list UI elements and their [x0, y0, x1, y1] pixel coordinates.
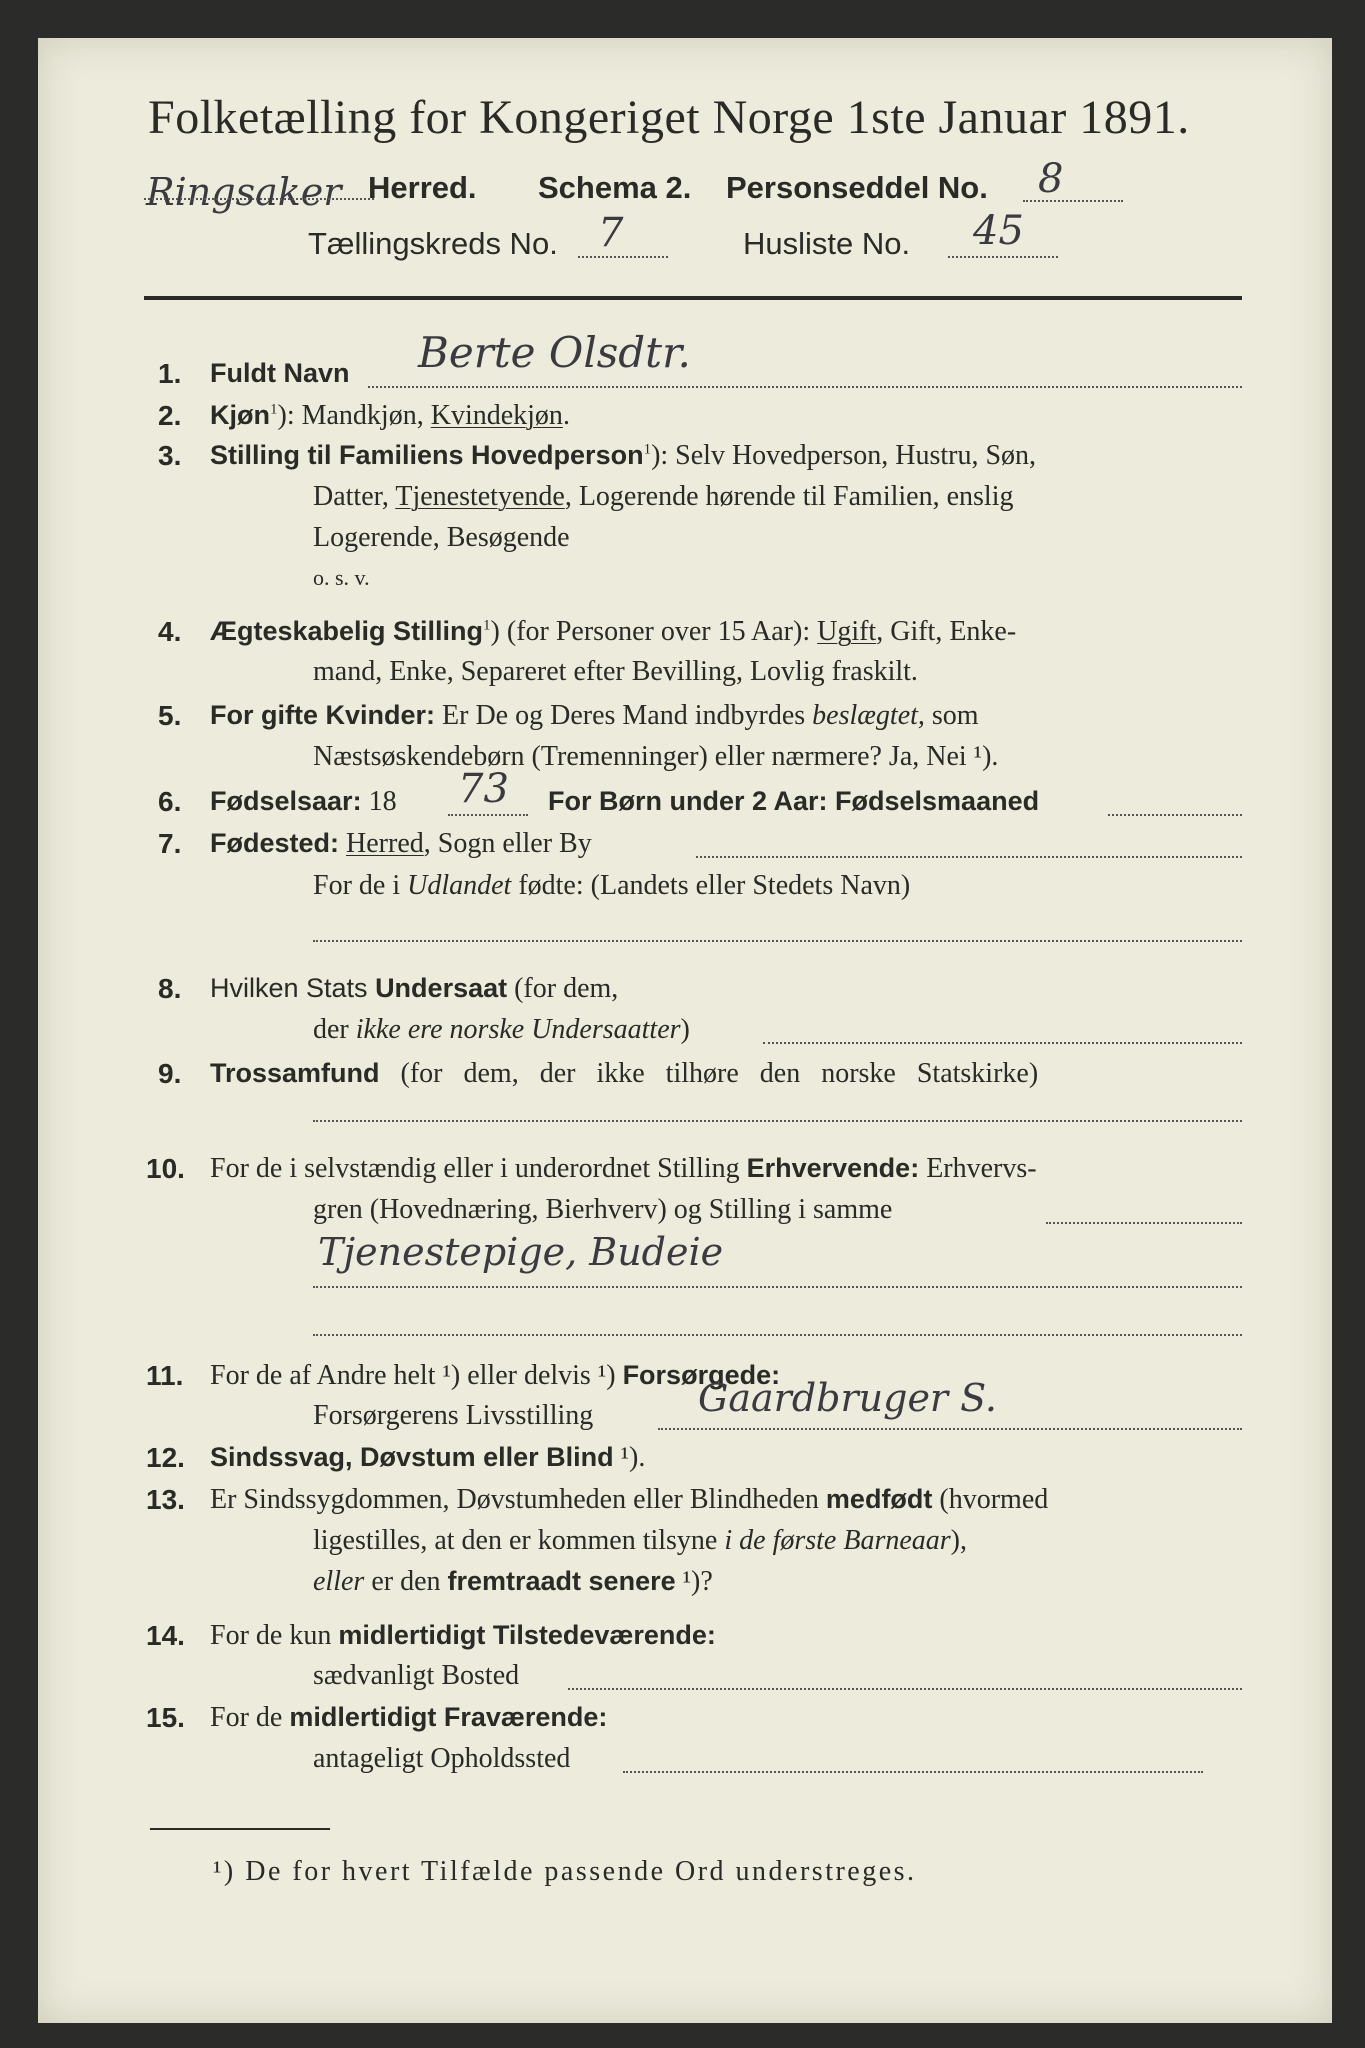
schema-label: Schema 2.: [538, 170, 692, 205]
q9-line: [210, 1058, 1038, 1090]
q15-line1: [210, 1702, 607, 1734]
q13-text-a: Er Sindssygdommen, Døvstumheden eller Blindheden: [210, 1484, 826, 1515]
q13-line3-label: fremtraadt senere: [447, 1566, 676, 1596]
q11-line2: Forsørgerens Livsstilling: [313, 1400, 594, 1431]
q3-line2-b: , Logerende hørende til Familien, enslig: [564, 481, 1014, 512]
q7-text: , Sogn eller By: [423, 828, 592, 859]
herred-label: Herred.: [368, 170, 477, 205]
q8-number: 8.: [158, 973, 182, 1004]
q1-name-handwritten: Berte Olsdtr.: [418, 328, 691, 377]
header-rule: [144, 296, 1242, 300]
q5-line1-a: Er De og Deres Mand indbyrdes: [435, 700, 813, 731]
q8-label-a: Hvilken Stats: [210, 973, 376, 1003]
q14-line1: [210, 1620, 716, 1652]
q10-dotted-line-3: [313, 1334, 1242, 1336]
q8-line2-ital: ikke ere norske Undersaatter: [355, 1014, 681, 1045]
q13-line2-a: ligestilles, at den er kommen tilsyne: [313, 1525, 725, 1556]
q1-number: 1.: [158, 358, 182, 389]
q9-number: 9.: [158, 1058, 182, 1089]
q10-line1: [210, 1153, 1037, 1185]
q1-dotted-line: [368, 386, 1242, 388]
q9-label: Trossamfund: [210, 1058, 380, 1088]
q11-line1: [210, 1360, 780, 1392]
q8-line2: [313, 1014, 690, 1046]
q4-line1-a: ) (for Personer over 15 Aar):: [490, 616, 818, 647]
form-title: Folketælling for Kongeriget Norge 1ste Januar 1891.: [148, 91, 1190, 144]
q6-year-handwritten: 73: [458, 766, 509, 812]
q3-line4: o. s. v.: [313, 565, 370, 590]
q5-line2: Næstsøskendebørn (Tremenninger) eller nærmere? Ja, Nei ¹).: [313, 741, 999, 772]
q7-option-herred: Herred: [346, 828, 424, 859]
q12-line: [210, 1442, 645, 1474]
q11-provider-handwritten: Gaardbruger S.: [698, 1376, 997, 1420]
q7-number: 7.: [158, 828, 182, 859]
q7-foreign-dotted-line: [313, 940, 1242, 942]
q6-century: 18: [361, 786, 397, 817]
q7-dotted-line: [696, 856, 1242, 858]
q3-line1: [210, 440, 1036, 472]
q2-option-kvindekjon: Kvindekjøn: [430, 400, 563, 431]
q13-line3-ital: eller: [313, 1566, 365, 1597]
q10-label: Erhvervende:: [746, 1153, 920, 1183]
q3-sup: 1: [643, 441, 652, 458]
q11-dotted-line: [658, 1428, 1242, 1430]
q4-line1-b: , Gift, Enke-: [876, 616, 1017, 647]
q15-number: 15.: [146, 1702, 185, 1733]
husliste-label: Husliste No.: [743, 226, 911, 261]
q10-dotted-line-2: [313, 1286, 1242, 1288]
q6-month-dotted-line: [1108, 814, 1242, 816]
q11-text-a: For de af Andre helt ¹) eller delvis ¹): [210, 1360, 623, 1391]
q2-sup: 1: [270, 401, 278, 418]
q13-line3: [313, 1566, 713, 1598]
q13-label: medfødt: [825, 1484, 933, 1514]
q13-line2-b: ),: [950, 1525, 967, 1556]
taellingskreds-number-handwritten: 7: [598, 210, 624, 256]
q1-label: Fuldt Navn: [210, 358, 350, 388]
q9-dotted-line: [313, 1120, 1242, 1122]
footnote: ¹) De for hvert Tilfælde passende Ord understreges.: [213, 1856, 917, 1887]
q2-text-a: ): Mandkjøn,: [277, 400, 431, 431]
q15-text: For de: [210, 1702, 290, 1733]
q2-label: Kjøn: [210, 400, 270, 430]
q6-label-birth-month: For Børn under 2 Aar: Fødselsmaaned: [548, 786, 1040, 816]
q14-text: For de kun: [210, 1620, 339, 1651]
herred-dotted-line: [144, 198, 374, 200]
q5-number: 5.: [158, 700, 182, 731]
q13-line2: [313, 1525, 967, 1557]
q6-year-dotted-line: [448, 814, 528, 816]
q7-line2-a: For de i: [313, 870, 408, 901]
q13-line3-a: er den: [364, 1566, 448, 1597]
q3-text-line1: ): Selv Hovedperson, Hustru, Søn,: [651, 440, 1037, 471]
q5-line1-ital: beslægtet,: [812, 700, 925, 731]
q7-line2-ital: Udlandet: [407, 870, 512, 901]
q8-dotted-line: [763, 1042, 1242, 1044]
q4-number: 4.: [158, 616, 182, 647]
q14-dotted-line: [568, 1688, 1242, 1690]
q10-line2: gren (Hovednæring, Bierhverv) og Stilling i samme: [313, 1194, 893, 1225]
q10-number: 10.: [146, 1153, 185, 1184]
q10-dotted-line-1: [1046, 1222, 1242, 1224]
taellingskreds-dotted-line: [578, 256, 668, 258]
q15-dotted-line: [623, 1771, 1203, 1773]
q12-label: Sindssvag, Døvstum eller Blind: [210, 1442, 614, 1472]
q6-number: 6.: [158, 786, 182, 817]
q10-occupation-handwritten: Tjenestepige, Budeie: [318, 1230, 724, 1274]
q9-text: (for dem, der ikke tilhøre den norske Statskirke): [379, 1058, 1039, 1089]
footnote-rule: [150, 1828, 330, 1830]
q3-option-tjenestetyende: Tjenestetyende: [395, 481, 565, 512]
q14-line2: sædvanligt Bosted: [313, 1660, 520, 1691]
q7-label: Fødested:: [210, 828, 340, 858]
q14-label: midlertidigt Tilstedeværende:: [338, 1620, 716, 1650]
q2-text-b: .: [562, 400, 570, 431]
q5-line1-b: som: [924, 700, 979, 731]
q8-text: (for dem,: [507, 973, 619, 1004]
q11-number: 11.: [146, 1360, 184, 1391]
q14-number: 14.: [146, 1620, 185, 1651]
q7-line2: [313, 870, 910, 902]
q5-label: For gifte Kvinder:: [210, 700, 436, 730]
q3-line3: Logerende, Besøgende: [313, 522, 570, 553]
q13-text-b: (hvormed: [932, 1484, 1049, 1515]
q2-number: 2.: [158, 400, 182, 431]
q7-line1: [210, 828, 592, 860]
q8-label-b: Undersaat: [375, 973, 508, 1003]
q8-line2-a: der: [313, 1014, 356, 1045]
q13-line1: [210, 1484, 1048, 1516]
q10-text-b: Erhvervs-: [919, 1153, 1037, 1184]
q3-line2: [313, 481, 1013, 513]
q4-line2: mand, Enke, Separeret efter Bevilling, Lovlig fraskilt.: [313, 656, 918, 687]
personseddel-label: Personseddel No.: [726, 170, 988, 205]
q11-label: Forsørgede:: [622, 1360, 781, 1390]
q13-number: 13.: [146, 1484, 185, 1515]
q12-text: ¹).: [613, 1442, 646, 1473]
census-form-page: [38, 38, 1332, 2023]
q15-line2: antageligt Opholdssted: [313, 1743, 571, 1774]
q5-line1: [210, 700, 979, 732]
q4-label: Ægteskabelig Stilling: [210, 616, 484, 646]
q4-sup: 1: [483, 617, 491, 634]
q13-line3-b: ¹)?: [675, 1566, 713, 1597]
q2-line: [210, 400, 570, 432]
q6-line: [210, 786, 397, 818]
q6-label: Fødselsaar:: [210, 786, 362, 816]
husliste-number-handwritten: 45: [973, 208, 1024, 254]
q3-number: 3.: [158, 440, 182, 471]
personseddel-number-handwritten: 8: [1038, 156, 1064, 202]
q3-line2-a: Datter,: [313, 481, 396, 512]
q15-label: midlertidigt Fraværende:: [289, 1702, 608, 1732]
q8-line2-b: ): [680, 1014, 690, 1045]
q4-line1: [210, 616, 1016, 648]
herred-handwritten: Ringsaker: [146, 170, 342, 214]
q3-label: Stilling til Familiens Hovedperson: [210, 440, 644, 470]
q12-number: 12.: [146, 1442, 185, 1473]
q8-line1: [210, 973, 618, 1005]
husliste-dotted-line: [948, 256, 1058, 258]
q7-line2-b: fødte: (Landets eller Stedets Navn): [511, 870, 911, 901]
q10-text-a: For de i selvstændig eller i underordnet Stilling: [210, 1153, 747, 1184]
q4-option-ugift: Ugift: [817, 616, 877, 647]
taellingskreds-label: Tællingskreds No.: [308, 226, 558, 261]
personseddel-dotted-line: [1023, 200, 1123, 202]
q13-line2-ital: i de første Barneaar: [724, 1525, 951, 1556]
